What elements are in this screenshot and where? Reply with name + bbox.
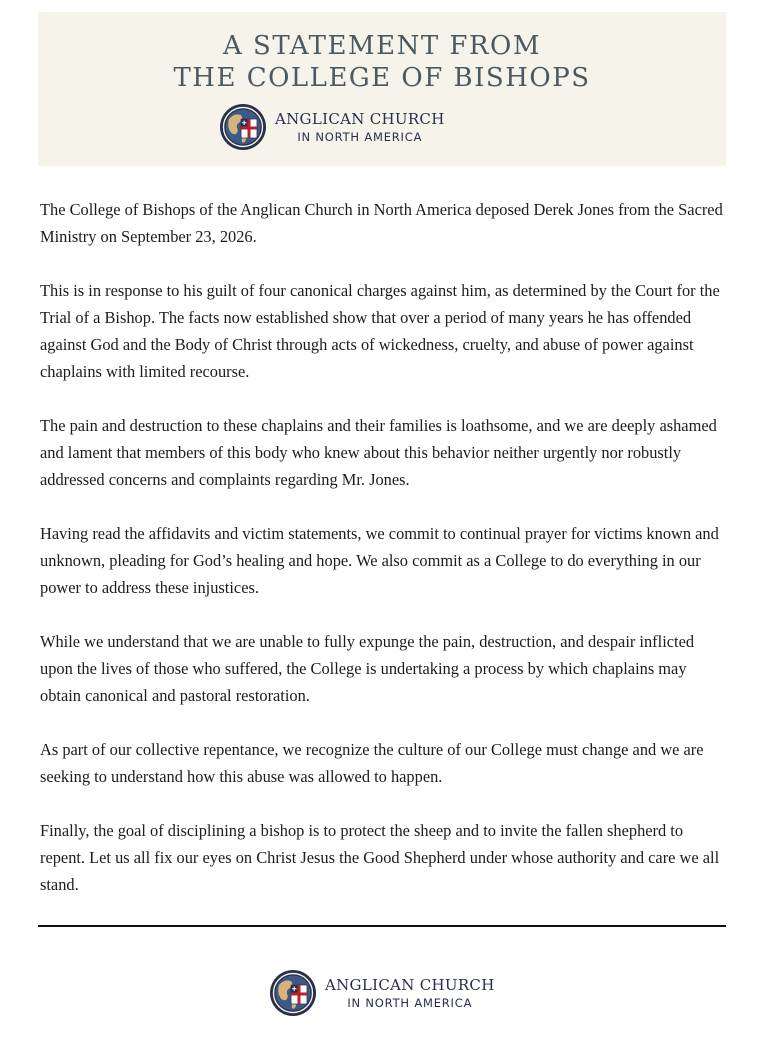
title-line-1: A STATEMENT FROM <box>223 31 541 61</box>
statement-paragraph: The pain and destruction to these chaplains and their families is loathsome, and we are deeply ashamed and lament that members of this body who knew about this behavior neither urgently nor robustly addressed concerns and complaints regarding Mr. Jones. <box>40 416 717 489</box>
brand-name-line-1: ANGLICAN CHURCH <box>325 976 495 994</box>
statement-paragraph: This is in response to his guilt of four canonical charges against him, as determined by the Court for the Trial of a Bishop. The facts now established show that over a period of many years he has offended against God and the Body of Christ through acts of wickedness, cruelty, and abuse of power against chaplains with limited recourse. <box>40 281 720 381</box>
brand-name-line-2: IN NORTH AMERICA <box>347 996 473 1010</box>
brand-name-line-2: IN NORTH AMERICA <box>297 130 423 144</box>
statement-paragraph: As part of our collective repentance, we recognize the culture of our College must change and we are seeking to understand how this abuse was allowed to happen. <box>40 740 704 786</box>
brand-name <box>275 110 445 144</box>
statement-paragraph: While we understand that we are unable to fully expunge the pain, destruction, and despair inflicted upon the lives of those who suffered, the College is undertaking a process by which chaplains may obtain canonical and pastoral restoration. <box>40 632 695 705</box>
statement-title <box>38 30 726 94</box>
globe-cross-seal-icon <box>219 103 267 151</box>
acna-logo-bottom <box>269 969 495 1017</box>
footer-divider <box>38 925 726 927</box>
title-line-2: THE COLLEGE OF BISHOPS <box>173 63 591 93</box>
statement-body <box>40 196 728 925</box>
brand-name <box>325 976 495 1010</box>
acna-logo-top <box>219 103 445 151</box>
statement-paragraph: The College of Bishops of the Anglican Church in North America deposed Derek Jones from the Sacred Ministry on September 23, 2026. <box>40 200 723 246</box>
statement-paragraph: Having read the affidavits and victim statements, we commit to continual prayer for victims known and unknown, pleading for God’s healing and hope. We also commit as a College to do everything in our power to address these injustices. <box>40 524 719 597</box>
brand-name-line-1: ANGLICAN CHURCH <box>275 110 445 128</box>
statement-paragraph: Finally, the goal of disciplining a bishop is to protect the sheep and to invite the fallen shepherd to repent. Let us all fix our eyes on Christ Jesus the Good Shepherd under whose authority and care we all stand. <box>40 821 720 894</box>
globe-cross-seal-icon <box>269 969 317 1017</box>
